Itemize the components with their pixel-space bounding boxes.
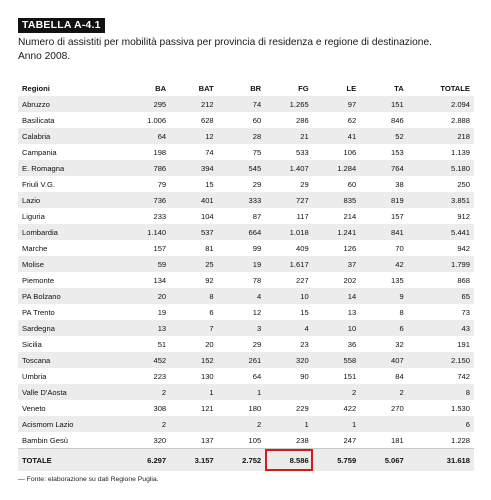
cell-region: Campania (18, 144, 123, 160)
cell-br: 28 (218, 128, 266, 144)
table-row (18, 256, 474, 272)
cell-br: 3 (218, 320, 266, 336)
cell-br: 545 (218, 160, 266, 176)
cell-ta: 70 (360, 240, 408, 256)
cell-fg: 1 (265, 416, 313, 432)
cell-totale: 942 (408, 240, 474, 256)
table-row (18, 176, 474, 192)
cell-br: 261 (218, 352, 266, 368)
cell-region: Basilicata (18, 112, 123, 128)
table-row (18, 96, 474, 112)
cell-region: Umbria (18, 368, 123, 384)
cell-bat: 74 (170, 144, 218, 160)
col-header-le: LE (313, 80, 361, 96)
total-bat: 3.157 (170, 449, 218, 472)
cell-region: Lombardia (18, 224, 123, 240)
cell-ba: 2 (123, 384, 171, 400)
col-header-regioni: Regioni (18, 80, 123, 96)
cell-fg: 409 (265, 240, 313, 256)
cell-fg: 90 (265, 368, 313, 384)
mobility-table (18, 80, 474, 471)
cell-region: PA Bolzano (18, 288, 123, 304)
cell-br: 99 (218, 240, 266, 256)
cell-fg: 533 (265, 144, 313, 160)
cell-le: 36 (313, 336, 361, 352)
cell-totale: 6 (408, 416, 474, 432)
cell-ta: 841 (360, 224, 408, 240)
table-row (18, 352, 474, 368)
cell-totale: 868 (408, 272, 474, 288)
cell-fg: 238 (265, 432, 313, 449)
cell-le: 1 (313, 416, 361, 432)
cell-totale: 3.851 (408, 192, 474, 208)
col-header-totale: TOTALE (408, 80, 474, 96)
cell-ba: 79 (123, 176, 171, 192)
cell-br: 75 (218, 144, 266, 160)
cell-br: 2 (218, 416, 266, 432)
cell-fg: 21 (265, 128, 313, 144)
cell-ta: 84 (360, 368, 408, 384)
cell-le: 106 (313, 144, 361, 160)
cell-fg: 227 (265, 272, 313, 288)
cell-br: 29 (218, 176, 266, 192)
cell-ta: 846 (360, 112, 408, 128)
cell-bat: 628 (170, 112, 218, 128)
cell-le: 60 (313, 176, 361, 192)
cell-le: 2 (313, 384, 361, 400)
cell-br: 78 (218, 272, 266, 288)
cell-ba: 64 (123, 128, 171, 144)
cell-br: 180 (218, 400, 266, 416)
cell-fg: 1.407 (265, 160, 313, 176)
cell-ta: 38 (360, 176, 408, 192)
cell-ba: 13 (123, 320, 171, 336)
cell-ta (360, 416, 408, 432)
cell-ta: 135 (360, 272, 408, 288)
cell-region: Calabria (18, 128, 123, 144)
cell-le: 151 (313, 368, 361, 384)
cell-ta: 407 (360, 352, 408, 368)
table-caption (18, 36, 478, 64)
cell-ta: 157 (360, 208, 408, 224)
cell-totale: 73 (408, 304, 474, 320)
cell-region: Abruzzo (18, 96, 123, 112)
cell-bat: 212 (170, 96, 218, 112)
cell-ta: 8 (360, 304, 408, 320)
cell-fg: 286 (265, 112, 313, 128)
table-row (18, 112, 474, 128)
cell-bat: 6 (170, 304, 218, 320)
cell-ta: 42 (360, 256, 408, 272)
table-row (18, 368, 474, 384)
table-row (18, 288, 474, 304)
cell-bat: 137 (170, 432, 218, 449)
cell-totale: 191 (408, 336, 474, 352)
cell-fg: 15 (265, 304, 313, 320)
cell-le: 214 (313, 208, 361, 224)
cell-bat: 81 (170, 240, 218, 256)
cell-bat: 92 (170, 272, 218, 288)
cell-totale: 218 (408, 128, 474, 144)
cell-le: 422 (313, 400, 361, 416)
cell-fg: 10 (265, 288, 313, 304)
cell-ba: 51 (123, 336, 171, 352)
cell-fg: 320 (265, 352, 313, 368)
cell-br: 1 (218, 384, 266, 400)
cell-totale: 43 (408, 320, 474, 336)
cell-ba: 198 (123, 144, 171, 160)
header-row (18, 80, 474, 96)
cell-ta: 153 (360, 144, 408, 160)
cell-ta: 52 (360, 128, 408, 144)
cell-fg: 117 (265, 208, 313, 224)
cell-fg: 229 (265, 400, 313, 416)
cell-region: Sardegna (18, 320, 123, 336)
cell-le: 247 (313, 432, 361, 449)
col-header-ta: TA (360, 80, 408, 96)
cell-br: 19 (218, 256, 266, 272)
total-fg-highlighted: 8.586 (265, 449, 313, 472)
cell-totale: 65 (408, 288, 474, 304)
cell-region: Acismom Lazio (18, 416, 123, 432)
cell-ba: 20 (123, 288, 171, 304)
cell-le: 41 (313, 128, 361, 144)
cell-bat: 152 (170, 352, 218, 368)
cell-le: 10 (313, 320, 361, 336)
cell-fg: 23 (265, 336, 313, 352)
cell-totale: 742 (408, 368, 474, 384)
cell-bat: 8 (170, 288, 218, 304)
table-row (18, 400, 474, 416)
cell-br: 4 (218, 288, 266, 304)
cell-bat: 401 (170, 192, 218, 208)
cell-ba: 59 (123, 256, 171, 272)
table-row (18, 128, 474, 144)
cell-totale: 912 (408, 208, 474, 224)
cell-bat: 12 (170, 128, 218, 144)
cell-region: Marche (18, 240, 123, 256)
col-header-ba: BA (123, 80, 171, 96)
cell-le: 1.241 (313, 224, 361, 240)
cell-region: Friuli V.G. (18, 176, 123, 192)
table-row (18, 336, 474, 352)
cell-ba: 157 (123, 240, 171, 256)
table-row (18, 192, 474, 208)
table-row (18, 160, 474, 176)
col-header-bat: BAT (170, 80, 218, 96)
cell-ba: 19 (123, 304, 171, 320)
total-br: 2.752 (218, 449, 266, 472)
cell-ba: 233 (123, 208, 171, 224)
cell-region: Toscana (18, 352, 123, 368)
cell-fg: 29 (265, 176, 313, 192)
cell-fg (265, 384, 313, 400)
cell-br: 74 (218, 96, 266, 112)
cell-le: 62 (313, 112, 361, 128)
source-note: — Fonte: elaborazione su dati Regione Puglia. (18, 476, 159, 483)
table-row (18, 384, 474, 400)
cell-region: Liguria (18, 208, 123, 224)
cell-ta: 181 (360, 432, 408, 449)
cell-bat: 25 (170, 256, 218, 272)
cell-fg: 4 (265, 320, 313, 336)
cell-le: 558 (313, 352, 361, 368)
totals-label: TOTALE (18, 449, 123, 472)
cell-ba: 1.140 (123, 224, 171, 240)
cell-le: 126 (313, 240, 361, 256)
cell-totale: 1.530 (408, 400, 474, 416)
cell-ba: 736 (123, 192, 171, 208)
cell-region: Piemonte (18, 272, 123, 288)
total-ta: 5.067 (360, 449, 408, 472)
cell-br: 87 (218, 208, 266, 224)
cell-totale: 8 (408, 384, 474, 400)
cell-region: Bambin Gesù (18, 432, 123, 449)
cell-le: 13 (313, 304, 361, 320)
cell-bat: 1 (170, 384, 218, 400)
cell-bat: 20 (170, 336, 218, 352)
cell-bat: 7 (170, 320, 218, 336)
cell-ta: 9 (360, 288, 408, 304)
cell-ba: 223 (123, 368, 171, 384)
cell-fg: 727 (265, 192, 313, 208)
cell-bat: 130 (170, 368, 218, 384)
cell-bat: 394 (170, 160, 218, 176)
cell-bat: 121 (170, 400, 218, 416)
cell-region: Molise (18, 256, 123, 272)
cell-totale: 2.150 (408, 352, 474, 368)
cell-region: E. Romagna (18, 160, 123, 176)
cell-fg: 1.018 (265, 224, 313, 240)
table-row (18, 416, 474, 432)
table-row (18, 240, 474, 256)
cell-br: 105 (218, 432, 266, 449)
col-header-br: BR (218, 80, 266, 96)
cell-totale: 1.139 (408, 144, 474, 160)
cell-region: Lazio (18, 192, 123, 208)
totals-row (18, 449, 474, 472)
cell-le: 835 (313, 192, 361, 208)
table-tag: TABELLA A-4.1 (18, 18, 105, 33)
cell-le: 202 (313, 272, 361, 288)
cell-ba: 2 (123, 416, 171, 432)
table-row (18, 432, 474, 449)
cell-ta: 819 (360, 192, 408, 208)
cell-ba: 1.006 (123, 112, 171, 128)
caption-line-2: Anno 2008. (18, 51, 71, 62)
cell-fg: 1.617 (265, 256, 313, 272)
cell-br: 12 (218, 304, 266, 320)
cell-totale: 250 (408, 176, 474, 192)
cell-totale: 2.888 (408, 112, 474, 128)
cell-ta: 32 (360, 336, 408, 352)
cell-totale: 1.228 (408, 432, 474, 449)
cell-ta: 151 (360, 96, 408, 112)
cell-br: 64 (218, 368, 266, 384)
total-le: 5.759 (313, 449, 361, 472)
table-row (18, 224, 474, 240)
cell-totale: 2.094 (408, 96, 474, 112)
table-body (18, 96, 474, 449)
table-row (18, 320, 474, 336)
cell-br: 333 (218, 192, 266, 208)
cell-totale: 5.180 (408, 160, 474, 176)
cell-ba: 786 (123, 160, 171, 176)
cell-ba: 134 (123, 272, 171, 288)
cell-ba: 320 (123, 432, 171, 449)
grand-total: 31.618 (408, 449, 474, 472)
cell-region: PA Trento (18, 304, 123, 320)
cell-ta: 2 (360, 384, 408, 400)
cell-ba: 452 (123, 352, 171, 368)
table-row (18, 304, 474, 320)
cell-totale: 1.799 (408, 256, 474, 272)
cell-region: Veneto (18, 400, 123, 416)
col-header-fg: FG (265, 80, 313, 96)
table-row (18, 208, 474, 224)
cell-br: 60 (218, 112, 266, 128)
cell-ba: 308 (123, 400, 171, 416)
cell-bat (170, 416, 218, 432)
cell-ba: 295 (123, 96, 171, 112)
cell-totale: 5.441 (408, 224, 474, 240)
cell-bat: 104 (170, 208, 218, 224)
table-row (18, 272, 474, 288)
table-row (18, 144, 474, 160)
cell-br: 664 (218, 224, 266, 240)
cell-ta: 6 (360, 320, 408, 336)
caption-line-1: Numero di assisti​ti per mobilità passiva per provincia di residenza e regione di destinazione. (18, 37, 432, 48)
cell-le: 14 (313, 288, 361, 304)
cell-ta: 764 (360, 160, 408, 176)
cell-fg: 1.265 (265, 96, 313, 112)
cell-le: 1.284 (313, 160, 361, 176)
total-ba: 6.297 (123, 449, 171, 472)
cell-bat: 15 (170, 176, 218, 192)
cell-br: 29 (218, 336, 266, 352)
cell-region: Valle D'Aosta (18, 384, 123, 400)
cell-le: 37 (313, 256, 361, 272)
cell-ta: 270 (360, 400, 408, 416)
cell-le: 97 (313, 96, 361, 112)
cell-bat: 537 (170, 224, 218, 240)
cell-region: Sicilia (18, 336, 123, 352)
